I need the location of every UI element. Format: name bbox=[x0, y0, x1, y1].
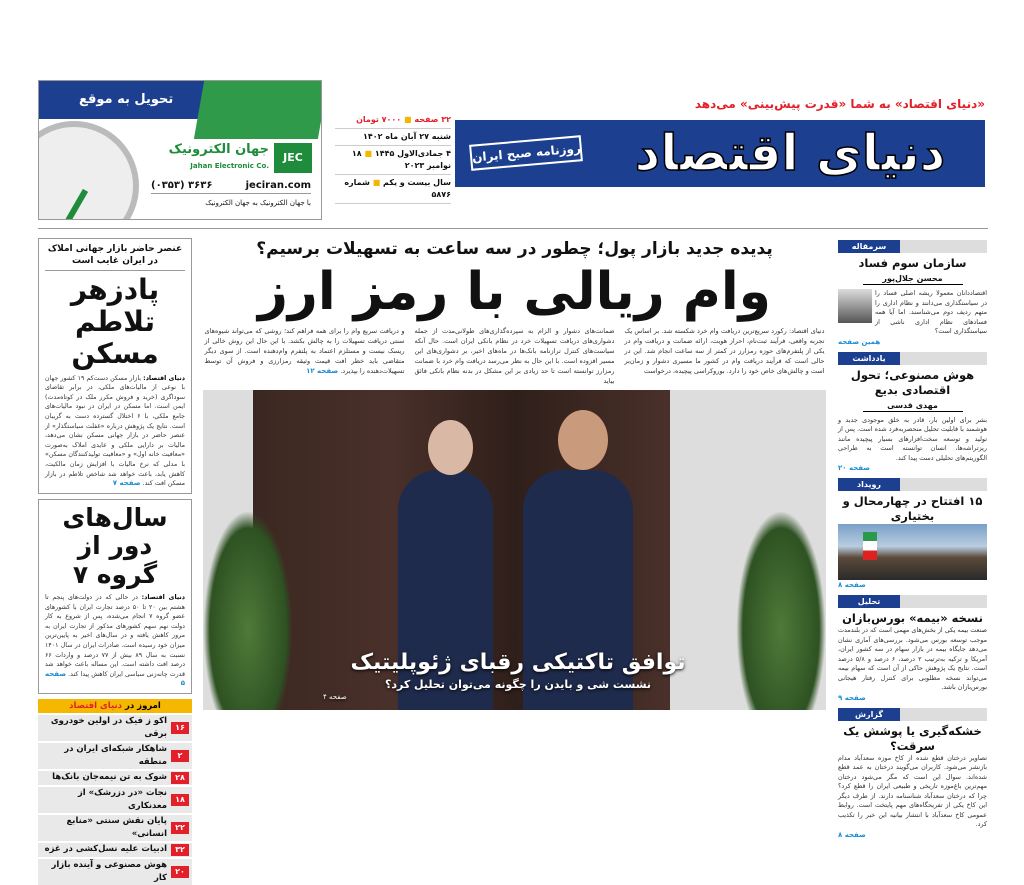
sidebar-story[interactable]: سرمقاله سازمان سوم فساد محسن جلال‌پور اقتصاددانان معمولا ریشه اصلی فساد را در سیاستگذاری می‌دانند و نظام اداری را متهم ردیف دوم می‌شناسند. اما آیا همه فسادهای نظام اداری ناشی از سیاستگذاری است؟ همین صفحه bbox=[838, 242, 987, 346]
sidebar-story[interactable]: رویداد ۱۵ افتتاح در چهارمحال و بختیاری صفحه ۸ bbox=[838, 478, 987, 591]
ad-site[interactable]: jeciran.com bbox=[245, 180, 311, 191]
plant-left bbox=[203, 510, 293, 710]
page-number: ۲۸ bbox=[171, 772, 189, 784]
story-g7[interactable]: سال‌های دور از گروه ۷ دنیای اقتصاد: در حالی که در دولت‌های پنجم تا هشتم بین ۲۰ تا ۵۰ درصد تجارت ایران با کشورهای عضو گروه ۷ انجام می‌شده، پس از شروع به کار دولت نهم سهم کشورهای مذکور از تجارت ایران به مرور کاهش یافته و در سال‌های اخیر به پایین‌ترین میزان خود رسیده است. صادرات ایران در سال ۱۴۰۱ نسبت به سال ۸۹ بیش از ۷۷ درصد و واردات ۶۶ درصد افت داشته است. این مساله باعث خواهد شد قدرت چانه‌زنی سیاسی ایران کاهش پیدا کند. صفحه ۵ bbox=[38, 499, 192, 694]
today-item[interactable]: ۲ شاهکار شبکه‌ای ایران در منطقه bbox=[38, 743, 192, 769]
today-item[interactable]: ۲۸ شوک به تن نیمه‌جان بانک‌ها bbox=[38, 771, 192, 785]
main-kicker: پدیده جدید بازار پول؛ چطور در سه ساعت به تسهیلات برسیم؟ bbox=[256, 239, 773, 259]
ad-brand-en: Jahan Electronic Co. bbox=[190, 162, 269, 170]
section-label: گزارش bbox=[838, 708, 987, 721]
page-number: ۲ bbox=[171, 750, 189, 762]
date-persian: شنبه ۲۷ آبان ماه ۱۴۰۲ bbox=[335, 129, 451, 146]
event-photo bbox=[838, 524, 987, 580]
circuit-board-image bbox=[194, 81, 322, 139]
newspaper-logo: دنیای اقتصاد bbox=[634, 124, 946, 182]
advertisement[interactable] bbox=[38, 80, 322, 220]
slogan: «دنیای اقتصاد» به شما «قدرت پیش‌بینی» می‌دهد bbox=[694, 97, 985, 111]
plant-right bbox=[736, 510, 826, 710]
main-photo[interactable] bbox=[203, 390, 826, 710]
sidebar-story[interactable]: یادداشت هوش مصنوعی؛ تحول اقتصادی بدیع مهدی قدسی بشر برای اولین بار، قادر به خلق موجودی جدید و هوشمند با قابلیت تحلیل منحصربه‌فرد شده است. پس از تولید و توسعه سخت‌افزارهای بسیار پیچیده مانند ریزتراشه‌ها، انسان توانسته است به طراحی الگوریتم‌های تحلیلی دست پیدا کند. صفحه ۲۰ bbox=[838, 353, 987, 472]
issue-info: ۳۲ صفحه ■ ۷۰۰۰ تومان شنبه ۲۷ آبان ماه ۱۴۰۲ ۴ جمادی‌الاول ۱۴۴۵ ■ ۱۸ نوامبر ۲۰۲۳ سال بیست و یکم ■ شماره ۵۸۷۶ bbox=[335, 112, 451, 204]
today-item[interactable]: ۱۸ نجات «در دزرشک» از معدنکاری bbox=[38, 787, 192, 813]
right-column bbox=[838, 240, 987, 845]
main-headline[interactable]: وام ریالی با رمز ارز bbox=[257, 262, 772, 322]
page-number: ۳۲ bbox=[171, 844, 189, 856]
photo-headline[interactable]: توافق تاکتیکی رقبای ژئوپلیتیک bbox=[350, 650, 686, 675]
ad-phone: (۰۳۵۳) ۳۶۳۶ bbox=[151, 180, 213, 191]
page-number: ۲۲ bbox=[171, 822, 189, 834]
section-label: سرمقاله bbox=[838, 240, 987, 253]
jec-logo: JEC bbox=[274, 143, 312, 173]
today-item[interactable]: ۲۰ هوش مصنوعی و آینده بازار کار bbox=[38, 859, 192, 885]
photo-page[interactable]: صفحه ۴ bbox=[323, 693, 347, 701]
today-item[interactable]: ۳۲ ادبیات علیه نسل‌کشی در غزه bbox=[38, 843, 192, 857]
main-story bbox=[203, 238, 826, 710]
main-story-body: دنیای اقتصاد: رکورد سریع‌ترین دریافت وام خرد شکسته شد. بر اساس یک تجربه واقعی، فرآیند ثبت‌نام، احراز هویت، ارائه ضمانت و دریافت وام در یکی از پلتفرم‌های حوزه رمزارز در کمتر از سه ساعت انجام شد. این در حالی است که فرآیند دریافت وام در کشور ما مسیری دشوار و زمان‌بر است و چالش‌های خاص خود را دارد. بوروکراسی پیچیده، درخواست ضمانت‌های دشوار و الزام به سپرده‌گذاری‌های طولانی‌مدت از جمله دشواری‌های دریافت تسهیلات خرد در نظام بانکی ایران است. حال آنکه سیاست‌های کنترل ترازنامه بانک‌ها در ماه‌های اخیر، بر دشواری‌های این مسیر افزوده است. با این حال به نظر می‌رسد دریافت وام خرد با ضمانت رمزارز توانسته است تا حد زیادی بر این مشکل در بدنه نظام بانکی فائق بیاید و دریافت سریع وام را برای همه فراهم کند؛ روشی که می‌تواند شیوه‌های سنتی دریافت تسهیلات را به چالش بکشد. با این حال این روش خالی از ریسک نیست و مستلزم اعتماد به پلتفرم وام‌دهنده است. از سوی دیگر متقاضی باید خطر افت قیمت وثیقه رمزارزی و فروش آن توسط تسهیلات‌دهنده را بپذیرد. صفحه ۱۲ bbox=[204, 327, 825, 385]
left-column bbox=[38, 238, 192, 885]
section-label: رویداد bbox=[838, 478, 987, 491]
page-number: ۱۸ bbox=[171, 794, 189, 806]
today-item[interactable]: ۲۲ پایان نقش سنتی «منابع انسانی» bbox=[38, 815, 192, 841]
ad-brand-fa: جهان الکترونیک bbox=[168, 142, 269, 157]
ad-tagline: تحویل به موقع bbox=[79, 92, 174, 107]
photo-caption bbox=[323, 649, 713, 702]
today-item[interactable]: ۱۶ اکو ز فیک در اولین خودروی برقی bbox=[38, 715, 192, 741]
ad-footer: با جهان الکترونیک به جهان الکترونیک bbox=[205, 199, 311, 207]
page-number: ۱۶ bbox=[171, 722, 189, 734]
story-housing[interactable]: عنصر حاضر بازار جهانی املاک در ایران غایب است پادزهر تلاطم مسکن دنیای اقتصاد: بازار مسکن دست‌کم ۱۹ کشور جهان با نوعی از مالیات‌های ملکی، در برابر تقاضای سوداگری (خرید و فروش مکرر ملک در کوتاه‌مدت) ایمن است. اما مسکن در ایران در نبود مالیات‌های جامع ملکی، با ۶ اختلال گسترده دست به گریبان است. نتایج یک پژوهش درباره «غفلت سیاستگذار» از عنصر حاضر در بازار جهانی مسکن نشان می‌دهد، مالیات بر دارایی ملکی و عایدی املاک به‌صورت «معافیت خانه اول» و «معافیت تولیدکنندگان مسکن» با مدلی که نرخ مالیات با افزایش زمان مالکیت، کاهش یابد، باعث خواهد شد شاخص تلاطم در بازار مسکن افت کند. صفحه ۷ bbox=[38, 238, 192, 494]
today-in-paper: امروز در دنیای اقتصاد ۱۶ اکو ز فیک در اولین خودروی برقی ۲ شاهکار شبکه‌ای ایران در منطقه ۲۸ شوک به تن نیمه‌جان بانک‌ها ۱۸ نجات «در دزرشک» از معدنکاری ۲۲ پایان نقش سنتی «منابع انسانی» ۳۲ ادبیات علیه نسل‌کشی در غزه ۲۰ هوش مصنوعی و آینده بازار کار bbox=[38, 699, 192, 885]
page-number: ۲۰ bbox=[171, 866, 189, 878]
section-label: یادداشت bbox=[838, 352, 987, 365]
sidebar-story[interactable]: تحلیل نسخه «بیمه» بورس‌بازان صنعت بیمه یکی از بخش‌های مهمی است که در بلندمدت موجب توسعه بورس می‌شود. بررسی‌های آماری نشان می‌دهد جایگاه بیمه در بازار سهام در سه کشور ایران، آمریکا و ترکیه به‌ترتیب ۲ درصد، ۶ درصد و ۵/۸ درصد است. نتایج یک پژوهش حاکی از آن است که سهام بیمه می‌تواند نسخه مطلوبی برای کنترل رفتار هیجانی بورس‌بازان باشد. صفحه ۹ bbox=[838, 597, 987, 702]
section-label: تحلیل bbox=[838, 595, 987, 608]
masthead-badge: روزنامه صبح ایران bbox=[469, 135, 583, 171]
photo-subtitle: نشست شی و بایدن را چگونه می‌توان تحلیل کرد؟ bbox=[384, 678, 652, 691]
divider bbox=[38, 228, 988, 229]
sidebar-story[interactable]: گزارش خشکه‌گیری یا پوشش یک سرقت؟ تصاویر درختان قطع شده از کاخ موزه سعدآباد مدام بازنشر می‌شود. کاربران می‌گویند درختان به عمد قطع شده‌اند. سوال این است که مگر می‌شود درختان مهم‌ترین باغ‌موزه تاریخی و طبیعی ایران را قطع کرد؟ چرا که درختان سعدآباد شناسنامه دارند. از طرف دیگر این کاخ یکی از تفریحگاه‌های مهم پایتخت است. روابط عمومی کاخ سعدآباد با انتشار بیانیه این خبر را تکذیب کرد. صفحه ۸ bbox=[838, 709, 987, 839]
stopwatch-image bbox=[38, 121, 139, 220]
author-photo bbox=[838, 289, 872, 323]
